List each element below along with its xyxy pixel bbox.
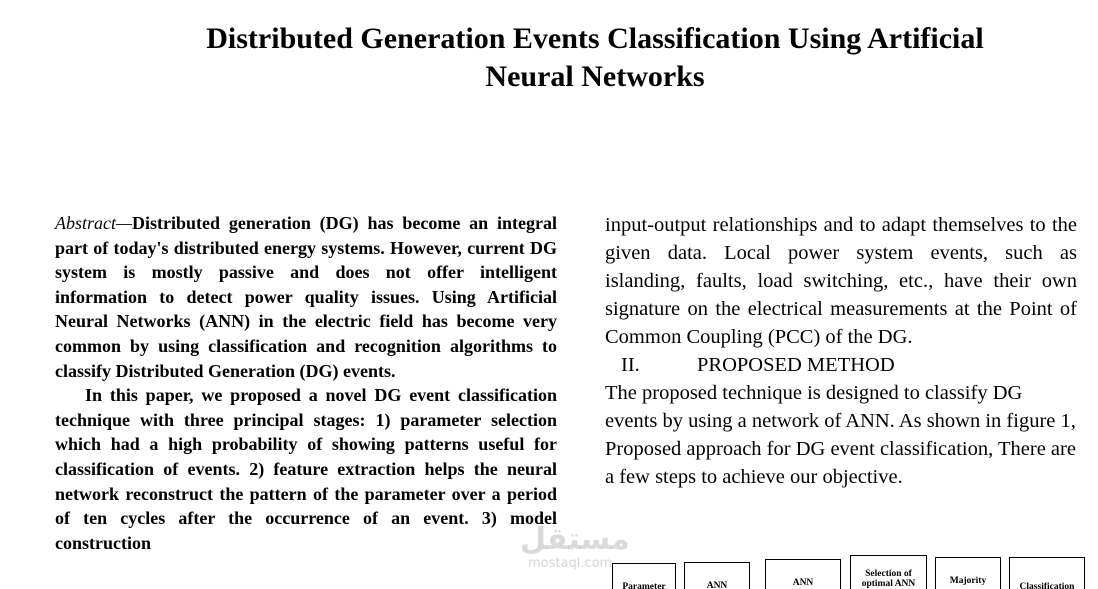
intro-paragraph: In this paper, we proposed a novel DG event classification technique with three principal stages: 1) parameter selection which had a high probability of showing patterns useful for classification of events. 2) feature extraction helps the neural network reconstruct the pattern of the parameter over a period of ten cycles after the occurrence of an event. 3) model construction: [55, 385, 557, 553]
title-line-2: Neural Networks: [485, 60, 705, 93]
watermark-url: mostaql.com: [528, 556, 613, 571]
watermark-logo: مستقل: [520, 522, 630, 557]
figure-1-diagram: [605, 555, 1098, 589]
section-heading: [605, 351, 1077, 379]
diagram-box-classification: Classification: [1009, 557, 1085, 589]
abstract-dash: —: [116, 213, 133, 233]
abstract-column: [55, 211, 557, 555]
title-line-1: Distributed Generation Events Classification Using Artificial: [206, 22, 984, 55]
abstract-paragraph: [55, 211, 557, 383]
section-title: PROPOSED METHOD: [697, 354, 895, 376]
diagram-box-ann-1: ANN: [684, 562, 750, 589]
abstract-label: Abstract: [55, 213, 116, 233]
diagram-box-majority: Majority: [935, 557, 1001, 589]
diagram-box-ann-2: ANN: [765, 559, 841, 589]
section-number: II.: [621, 354, 640, 376]
abstract-text: Distributed generation (DG) has become an integral part of today's distributed energy systems. However, current DG system is mostly passive and does not offer intelligent information to detect power quality issues. Using Artificial Neural Networks (ANN) in the electric field has become very common by using classification and recognition algorithms to classify Distributed Generation (DG) events.: [55, 213, 557, 381]
right-column: [605, 211, 1077, 491]
right-paragraph-2: The proposed technique is designed to classify DG events by using a network of ANN. As shown in figure 1, Proposed approach for DG event classification, There are a few steps to achieve our objective.: [605, 382, 1076, 488]
right-paragraph-1: input-output relationships and to adapt themselves to the given data. Local power system events, such as islanding, faults, load switching, etc., have their own signature on the electrical measurements at the Point of Common Coupling (PCC) of the DG.: [605, 214, 1077, 348]
diagram-box-parameter: Parameter: [612, 563, 676, 589]
paper-title: [150, 20, 1040, 96]
diagram-box-selection: Selection of optimal ANN: [850, 555, 927, 589]
